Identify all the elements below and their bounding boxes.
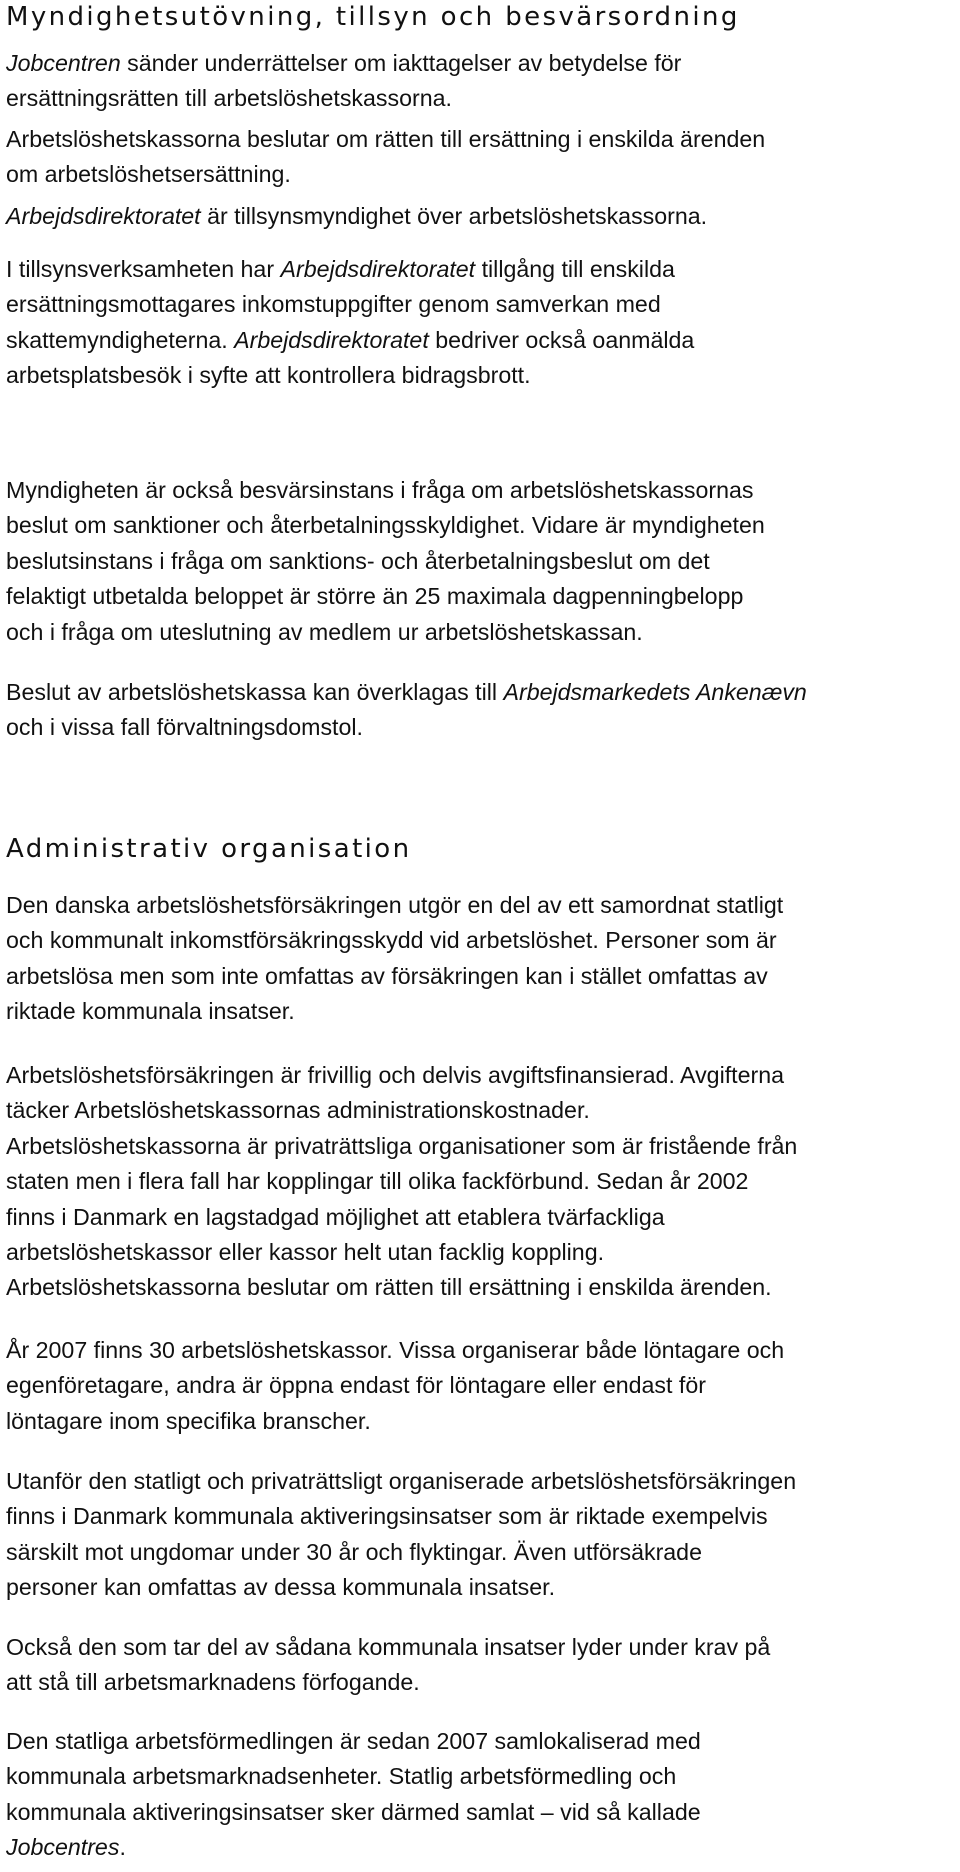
- text-line: kommunala arbetsmarknadsenheter. Statlig arbetsförmedling och: [6, 1763, 677, 1790]
- text-line: och i vissa fall förvaltningsdomstol.: [6, 714, 363, 741]
- text-line: ersättningsmottagares inkomstuppgifter genom samverkan med: [6, 291, 661, 318]
- text-run: skattemyndigheterna.: [6, 326, 235, 353]
- text-line: Arbetslöshetskassorna beslutar om rätten till ersättning i enskilda ärenden.: [6, 1274, 772, 1301]
- emphasis-text: Arbejdsdirektoratet: [280, 256, 476, 282]
- text-line: ersättningsrätten till arbetslöshetskassorna.: [6, 85, 452, 112]
- paragraph: [6, 1464, 956, 1606]
- text-line: År 2007 finns 30 arbetslöshetskassor. Vissa organiserar både löntagare och: [6, 1337, 785, 1363]
- paragraph: [6, 1630, 956, 1701]
- text-line: täcker Arbetslöshetskassornas administrationskostnader.: [6, 1097, 590, 1124]
- paragraph: [6, 1333, 956, 1439]
- text-line: egenföretagare, andra är öppna endast för löntagare eller endast för: [6, 1372, 706, 1399]
- text-run: tillgång till enskilda: [475, 256, 675, 282]
- text-line: och kommunalt inkomstförsäkringsskydd vid arbetslöshet. Personer som är: [6, 927, 777, 954]
- text-line: [6, 675, 956, 710]
- paragraph: [6, 1058, 956, 1306]
- text-run: bedriver också oanmälda: [428, 326, 695, 353]
- text-line: löntagare inom specifika branscher.: [6, 1407, 371, 1434]
- paragraph: [6, 473, 956, 650]
- text-line: riktade kommunala insatser.: [6, 998, 295, 1025]
- text-line: finns i Danmark en lagstadgad möjlighet att etablera tvärfackliga: [6, 1203, 665, 1230]
- paragraph: [6, 199, 956, 234]
- text-line: om arbetslöshetsersättning.: [6, 161, 291, 188]
- text-run: är tillsynsmyndighet över arbetslöshetskassorna.: [200, 203, 708, 229]
- emphasis-text: Arbejdsdirektoratet: [234, 326, 429, 353]
- text-line: staten men i flera fall har kopplingar till olika fackförbund. Sedan år 2002: [6, 1168, 749, 1195]
- text-line: kommunala aktiveringsinsatser sker därmed samlat – vid så kallade: [6, 1798, 701, 1825]
- emphasis-text: Arbejdsdirektoratet: [6, 203, 201, 229]
- text-line: beslut om sanktioner och återbetalningsskyldighet. Vidare är myndigheten: [6, 512, 765, 539]
- text-run: Beslut av arbetslöshetskassa kan överklagas till: [6, 679, 504, 705]
- text-line: arbetslösa men som inte omfattas av försäkringen kan i stället omfattas av: [6, 962, 768, 989]
- text-line: Den danska arbetslöshetsförsäkringen utgör en del av ett samordnat statligt: [6, 892, 784, 918]
- text-line: att stå till arbetsmarknadens förfogande.: [6, 1669, 420, 1696]
- paragraph: [6, 888, 956, 1030]
- text-line: [6, 252, 956, 287]
- emphasis-text: Jobcentres: [6, 1834, 120, 1861]
- paragraph: [6, 122, 956, 193]
- text-line: Den statliga arbetsförmedlingen är sedan 2007 samlokaliserad med: [6, 1728, 701, 1754]
- paragraph: [6, 675, 956, 746]
- text-run: sänder underrättelser om iakttagelser av betydelse för: [120, 50, 682, 76]
- paragraph: [6, 252, 956, 394]
- text-line: Myndigheten är också besvärsinstans i fråga om arbetslöshetskassornas: [6, 477, 754, 503]
- text-line: [6, 1830, 956, 1865]
- text-run: I tillsynsverksamheten har: [6, 256, 281, 282]
- section-heading-administrativ-organisation: Administrativ organisation: [6, 834, 412, 864]
- text-line: Utanför den statligt och privaträttsligt organiserade arbetslöshetsförsäkringen: [6, 1468, 797, 1494]
- text-line: arbetslöshetskassor eller kassor helt utan facklig koppling.: [6, 1239, 605, 1266]
- text-line: särskilt mot ungdomar under 30 år och flyktingar. Även utförsäkrade: [6, 1538, 702, 1565]
- emphasis-text: Jobcentren: [6, 50, 121, 76]
- text-line: Arbetslöshetskassorna beslutar om rätten till ersättning i enskilda ärenden: [6, 126, 766, 152]
- text-line: [6, 323, 956, 358]
- text-line: beslutsinstans i fråga om sanktions- och återbetalningsbeslut om det: [6, 547, 710, 574]
- text-line: Också den som tar del av sådana kommunala insatser lyder under krav på: [6, 1634, 771, 1660]
- paragraph: [6, 46, 956, 117]
- emphasis-text: Arbejdsmarkedets Ankenævn: [503, 679, 807, 705]
- text-run: .: [119, 1834, 126, 1861]
- text-line: och i fråga om uteslutning av medlem ur arbetslöshetskassan.: [6, 618, 643, 645]
- text-line: felaktigt utbetalda beloppet är större än 25 maximala dagpenningbelopp: [6, 583, 744, 610]
- text-line: [6, 199, 956, 234]
- text-line: personer kan omfattas av dessa kommunala insatser.: [6, 1574, 556, 1601]
- text-line: arbetsplatsbesök i syfte att kontrollera bidragsbrott.: [6, 362, 531, 389]
- section-heading-myndighetsutovning: Myndighetsutövning, tillsyn och besvärsordning: [6, 2, 740, 32]
- paragraph: [6, 1724, 956, 1866]
- text-line: finns i Danmark kommunala aktiveringsinsatser som är riktade exempelvis: [6, 1503, 768, 1530]
- text-line: Arbetslöshetskassorna är privaträttsliga organisationer som är fristående från: [6, 1132, 798, 1159]
- text-line: Arbetslöshetsförsäkringen är frivillig och delvis avgiftsfinansierad. Avgifterna: [6, 1062, 785, 1088]
- text-line: [6, 46, 956, 81]
